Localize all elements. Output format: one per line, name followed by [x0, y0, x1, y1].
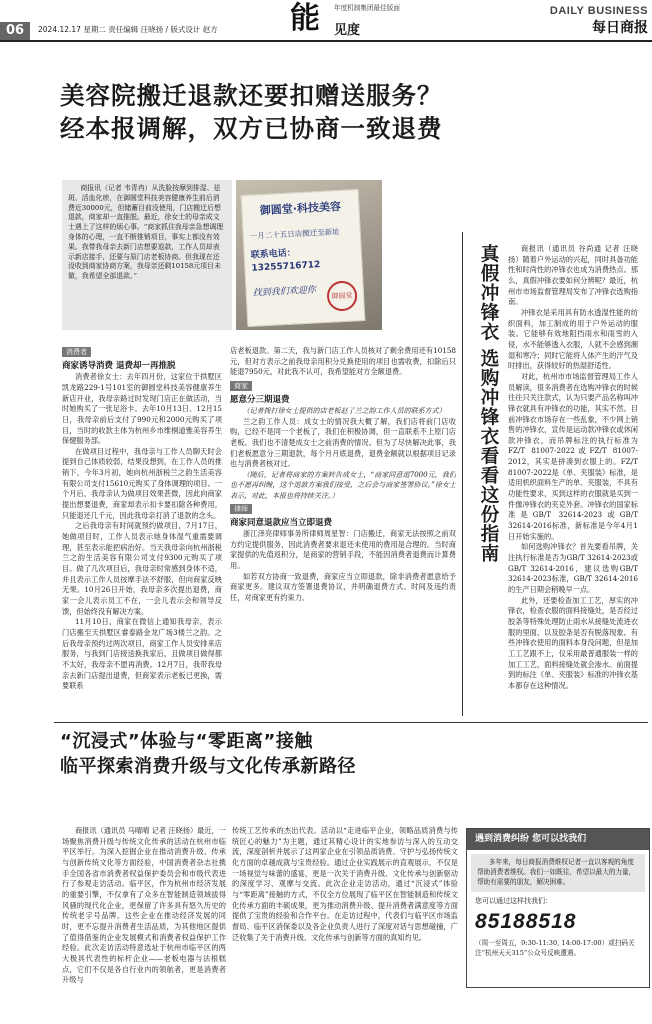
notice-phone: 联系电话：13255716712 [250, 248, 321, 274]
paragraph: 如何选购冲锋衣？首先要看吊牌，关注执行标准是否为GB/T 32614-2023或GB/T 32614-2016，建议选购GB/T 32614-2023标准，GB/T 32614-2016的生产日期会稍晚早一点。 [508, 542, 638, 594]
section-divider [54, 722, 648, 723]
consumer-subhead: 商家诱导消费 退费却一再推脱 [62, 360, 176, 371]
paragraph: 兰之韵工作人员：成女士的情况我大概了解，我们店将前门店收购，已经不是同一个老板了，我们在积极协调，但一直联系不上原门店老板。我们也不清楚成女士之前消费的情况。但为了尽快解决此事，我们老板愿意分三期退款，每个月月底退费，退费金额就以根据项目记录也与消费者核对过。 [230, 416, 456, 469]
story3-column-1 [62, 826, 226, 1020]
paragraph: 如若双方协商一致退费，商家应当立即退款，除非消费者愿意给予商家更多。建议双方签署退费协议，并明确退费方式、时间及违约责任，对商家更有约束力。 [230, 571, 456, 603]
editor-note: （记者拨打徐女士提供的店老板赵了兰之韵工作人员的联系方式） [242, 407, 446, 416]
paragraph: 商报讯（通讯员 马晴晴 记者 汪晓扬）最近，一场聚焦消费升级与传统文化传承的活动在杭州市临平区举行。为深入挖掘企业在推动消费升级、传承与创新传统文化等方面经验，中国消费者杂志社携手全国各省市消费者权益保护委员会和市级代表进行了参观走访活动。临平区，作为杭州市经济发展的重要引擎，不仅拿有了众多在智能制造领域拔得风骚的现代化企业，更保留了许多具有悠久历史的传统老字号品牌。这些企业在推动经济发展的同时，更不忘提升消费者生活品质，为其他地区提供了值得借鉴的企业发展模式和消费者权益保护工作经验。此次走访活动特意选址于杭州市临平区的两大极具代表性的标杆企业——老板电器与法根糕点，它们不仅是各自行业内的领航者，更是消费者升级与 [62, 826, 226, 985]
hotline-box [466, 828, 650, 988]
story2-vertical-title: 真假冲锋衣 选购冲锋衣看看这份指南 [478, 244, 499, 564]
story1-headline-line1: 美容院搬迁退款还要扣赠送服务？ [60, 81, 443, 110]
story1-column-1 [62, 344, 222, 718]
merchant-subhead: 愿意分三期退费 [230, 394, 290, 405]
paragraph: 对此，杭州市市场监督管理局工作人员解读，很多消费者在选购冲锋衣的时候往往只关注款式，认为只要产品名称叫冲锋衣就具有冲锋衣的功能，其实不然。目前冲锋衣市场存在一些乱象，不少网上销售的冲锋衣，宣传是运动款冲锋衣或休闲款冲锋衣，而吊牌标注的执行标准为FZ/T 81007-2022或FZ/T 81007-2012，其实是拼凑到衣服上的。FZ/T 81007-2022是《单、夹服装》标准，是适用机织面料生产的单、夹服装，不具有功能性要求，买到这样的衣服就是买到一件像冲锋衣的夹克外套。冲锋衣的国家标准是GB/T 32614-2023或GB/T 32614-2016标准，新标准是今年4月1日开始实施的。 [508, 371, 638, 541]
hotline-box-body: 多年来，每日商报消费维权记者一直以客观的角度帮助消费者维权。我们一如既往，希望以最大的力量，帮助有需要的朋友，解决困难。 [471, 854, 645, 892]
section-name: 见度 [334, 22, 361, 38]
hotline-box-title: 遇到消费纠纷 您可以找我们 [467, 829, 649, 850]
photo-notice [241, 189, 366, 327]
section-brand [334, 4, 424, 40]
notice-line: 一月二十五日店搬迁至新址 [249, 227, 340, 242]
paragraph: 浙江泽亮律师事务所律师周星智：门店搬迁，商家无法按照之前双方约定提供服务，因此消费者要求退还未使用的费用是合理的。当时商家提供的先值返积分，是商家的营销手段，不能因消费者退费而计算费用。 [230, 529, 456, 571]
english-name: DAILY BUSINESS [549, 5, 648, 17]
lawyer-subhead: 商家同意退款应当立即退费 [230, 517, 333, 528]
story3-column-2 [232, 826, 458, 1020]
story3-headline [60, 730, 580, 780]
paragraph: 在做项目过程中，我母亲与工作人员聊天时会提到自己体质较弱，结果没想到，在工作人员的推销下，今年3月初，她向杭州浙税兰之韵生活美容有限公司支付15610元购买了身体调理的项目。一个月后，我母亲认为做项目效果甚微，因此向商家提出想要退费，商家却表示扣卡要扣除各种费用，只能退还几千元，因此我母亲打消了退款的念头。 [62, 446, 222, 520]
editor-note: （随后，记者将商家的方案转告成女士，“商家同意退7000元，我们也不愿再纠缠，这个退款方案我们接受，之后会与商家签署协议。”徐女士表示，对此，本报也将持续关注。） [230, 470, 456, 500]
notice-stamp: 御圆堂 [326, 280, 358, 312]
hotline-hours: （周一至周五，9:30-11:30, 14:00-17:00）或扫码关注“杭州天天315”公众号反映遭遇。 [475, 939, 635, 958]
paper-name: 每日商报 [592, 20, 648, 36]
story1-headline [60, 80, 620, 146]
story1-lead: 商报讯（记者 韦青冉）从洗脸按摩到排湿、祛斑、活血化瘀，在御圆堂科技美容健康养生前后消费近30000元，但储蓄目前没使用，门店搬迁后想退款，商家却一直推脱。最近，徐女士的母亲成文士遇上了这样的烦心事。“商家抓住我母亲急想调理身体的心理，一直不断推销项目，事实上都没有效果。我带我母亲去新门店想要退款，工作人员却表示新店接手，还要与原门店老板协商。但我现在还没收到商家协商方案，我母亲还剩10158元项目未做，我希望全部退款。” [62, 180, 232, 330]
story2-column [508, 244, 638, 718]
paragraph: 传统工艺传承的杰出代表。活动以“走进临平企业，领略品质消费与传统匠心的魅力”为主题，通过其精心设计的实地参访与深入的互动交流，深度剖析并展示了这两家企业在引领品质消费、守护与弘扬传统文化方面的卓越成就与宝贵经验。通过企业实践展示的直观展示，不仅是一场视觉与味蕾的盛宴，更是一次关于消费升级、文化传承与创新驱动的深度学习、观摩与交流。此次企业走访活动，通过“沉浸式”体验与“零距离”接触的方式，不仅全方位展现了临平区在智能制造和传统文化传承方面的丰硕成果，更为推动消费升级、提升消费者满意度等方面提供了宝贵的经验和合作平台。在走访过程中，代表们与临平区市场监督局、临平区消保委以及各企业负责人进行了深度对话与思想碰撞，广泛收集了关于消费升级、文化传承与创新等方面的真知灼见。 [232, 826, 458, 942]
award-label: 年度机制集团最佳版面 [334, 4, 400, 12]
story1-headline-line2: 经本报调解，双方已协商一致退费 [60, 113, 443, 143]
paragraph: 冲锋衣是采用具有防水透湿性能的纺织面料，加工制成的用于户外运动的服装。它能够有效地阻挡雨水和雨雪的入侵，水不能够透入衣服，人就不会感到潮湿和寒冷；同时它能将人体产生的汗气及时排出，获得较好的热湿舒适性。 [508, 307, 638, 371]
story1-column-2 [230, 346, 456, 718]
tag-lawyer: 律师 [230, 504, 252, 514]
page-number: 06 [0, 22, 30, 40]
dateline: 2024.12.17 星期二 责任编辑 汪晓扬 / 版式设计 赵方 [38, 25, 218, 34]
paragraph: 商报讯（通讯员 谷尚通 记者 汪晓扬）随着户外运动的兴起，同时具备功能性和时尚性的冲锋衣也成为消费热点。那么，真假冲锋衣要如何分辨呢？最近，杭州市市场监督管理局发布了冲锋衣选购指南。 [508, 244, 638, 307]
notice-sign: 找到我们欢迎你 [252, 285, 317, 300]
paragraph: 店老板退款。第二天，我与新门店工作人员核对了剩余费用还有10158元，但对方表示之前我母亲用积分兑换使用的项目也需收费，扣除后只能退7950元，对此我不认可，我希望能对方全额退费。 [230, 346, 456, 377]
paragraph: 消费者徐女士：去年四月份，这家位于拱墅区凯龙路229-1号101室的御圆堂科技美容健康养生新店开业，我母亲路过时发现门店正在做活动，当时她购买了一张足浴卡。去年10月13日、12月15日，我母亲前后支付了990元和2000元购买了项目，当时的收款主体为杭州乡市维桐道雅美容养生保健服务部。 [62, 372, 222, 446]
paragraph: 之后我母亲有时间就预约做项目，7月17日，她做项目时，工作人员表示她身体湿气重需要调理，甚至表示能把病治好。当天我母亲向杭州浙税兰之韵生活美容有限公司支付9300元购买了项目。做了几次项目后，我母亲时常感到身体不适，并且表示工作人员按摩手法不舒服，但向商家反映无果。10月26日开始，我母亲多次提出退费，商家一会儿表示员工不在，一会儿表示会和领导反馈，但始终没有解决方案。 [62, 521, 222, 616]
story3-headline-line2: 临平探索消费升级与文化传承新路径 [60, 755, 356, 777]
paragraph: 11月10日，商家在微信上通知我母亲，表示门店搬至天拱墅区睿泰路金龙广场3楼兰之韵。之后我母亲预约过两次项目，商家工作人员安排来店服务，与我到门店接送换我家后，且做项目做得都不太好，我母亲不愿再消费。12月7日，我带我母亲去新门店提出退费，但商家表示老板已更换，需要联系 [62, 617, 222, 691]
hotline-label: 您可以通过这样找我们： [475, 896, 552, 905]
column-divider [462, 232, 463, 716]
notice-title: 御圆堂·科技美容 [259, 199, 342, 218]
tag-merchant: 商家 [230, 381, 252, 391]
hotline-number: 85188518 [475, 910, 577, 934]
story3-headline-line1: “沉浸式”体验与“零距离”接触 [60, 731, 313, 752]
paragraph: 此外，还要检查加工工艺，厚实的冲锋衣，检查衣服的面料接缝处，是否经过胶条等特殊处理防止雨水从接缝处流进衣服的里面，以及胶条是否有脱落现象。有些冲锋衣使用的面料本身没问题，但是加工工艺跟不上，仅采用最普通服装一样的加工工艺，面料接缝处就会渗水。前面提到的标注《单、夹服装》标准的冲锋衣基本都存在这种情况。 [508, 595, 638, 690]
tag-consumer: 消费者 [62, 347, 91, 357]
section-char: 能 [290, 1, 320, 36]
